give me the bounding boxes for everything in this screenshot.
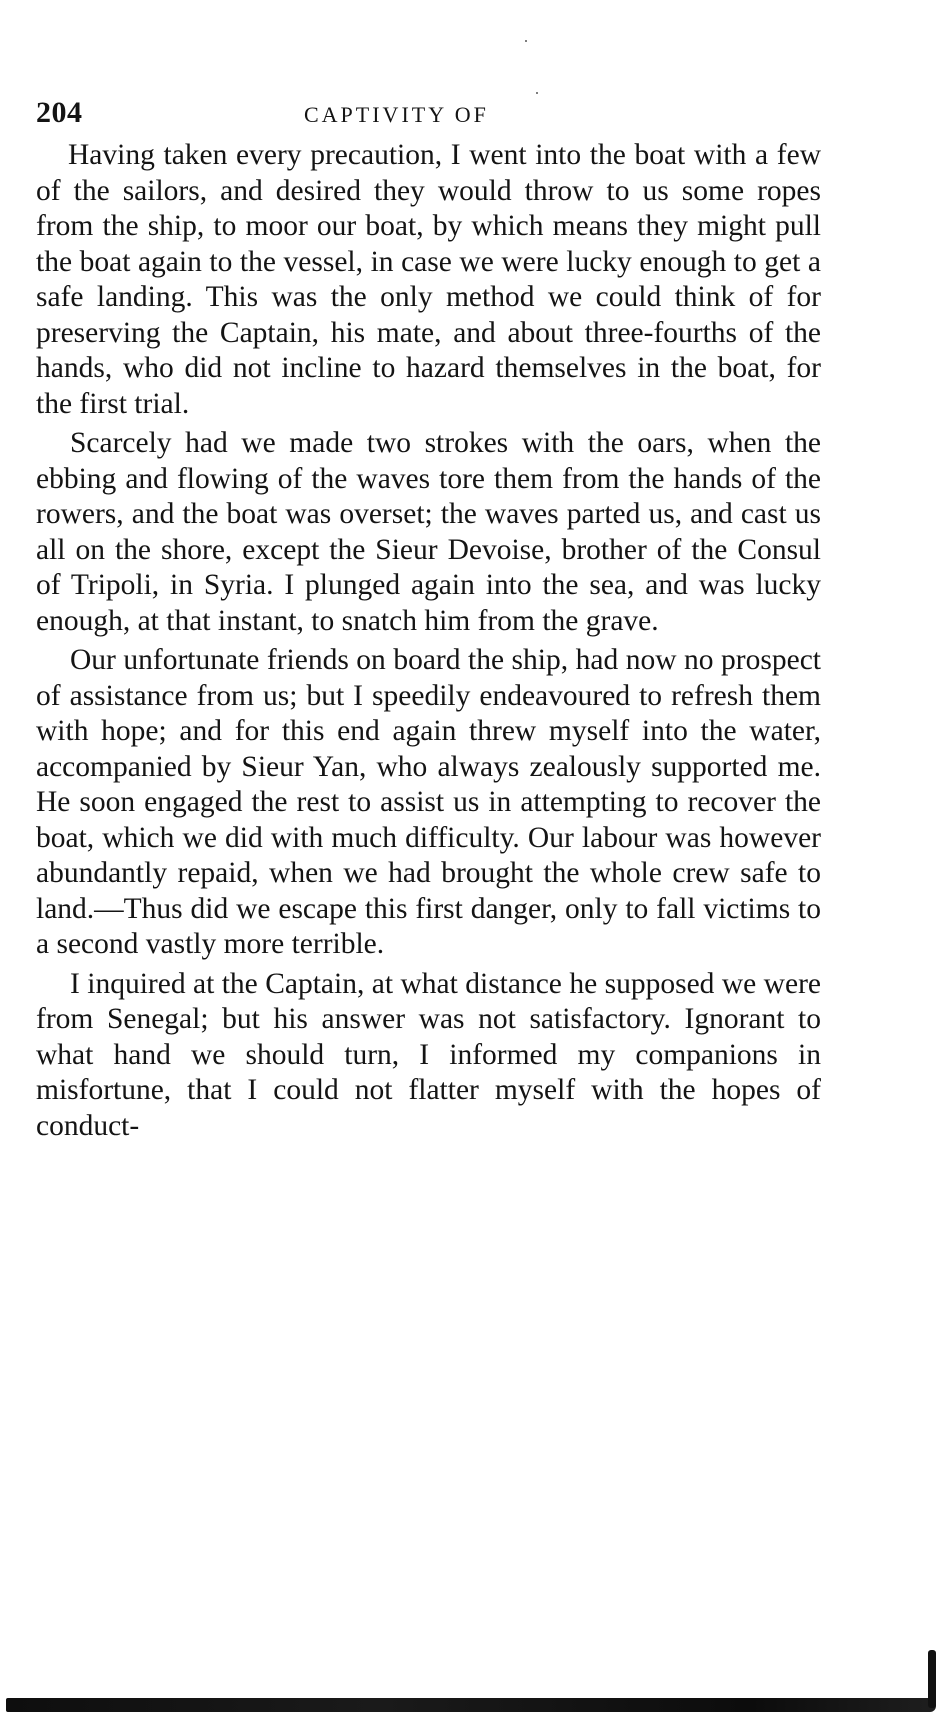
scan-edge-rule	[6, 1698, 936, 1712]
running-head: CAPTIVITY OF	[304, 102, 489, 127]
page-number: 204	[36, 96, 83, 129]
paper-speck	[536, 92, 538, 94]
paragraph-2: Scarcely had we made two strokes with the oars, when the ebbing and flowing of the waves tore them from the hands of the rowers, and the boat was overset; the waves parted us, and cast us all on the shore, except the Sieur Devoise, brother of the Consul of Tripoli, in Syria. I plunged again into the sea, and was lucky enough, at that instant, to snatch him from the grave.	[36, 427, 821, 637]
paragraph-3: Our unfortunate friends on board the ship, had now no prospect of assistance from us; but I speedily endeavoured to refresh them with hope; and for this end again threw myself into the water, accompanied by Sieur Yan, who always zealously supported me. He soon engaged the rest to assist us in attempting to recover the boat, which we did with much difficulty. Our labour was however abundantly repaid, when we had brought the whole crew safe to land.—Thus did we escape this first danger, only to fall victims to a second vastly more terrible.	[36, 644, 821, 960]
paragraph-4: I inquired at the Captain, at what distance he supposed we were from Senegal; but his answer was not satisfactory. Ignorant to what hand we should turn, I informed my companions in misfortune, that I could not flatter myself with the hopes of conduct-	[36, 967, 821, 1142]
scan-edge-mark	[928, 1650, 936, 1708]
paper-speck	[525, 40, 527, 42]
page-header	[36, 96, 816, 136]
body-text	[36, 138, 821, 1148]
paragraph-1: Having taken every precaution, I went into the boat with a few of the sailors, and desired they would throw to us some ropes from the ship, to moor our boat, by which means they might pull the boat again to the vessel, in case we were lucky enough to get a safe landing. This was the only method we could think of for preserving the Captain, his mate, and about three-fourths of the hands, who did not incline to hazard themselves in the boat, for the first trial.	[36, 139, 821, 420]
